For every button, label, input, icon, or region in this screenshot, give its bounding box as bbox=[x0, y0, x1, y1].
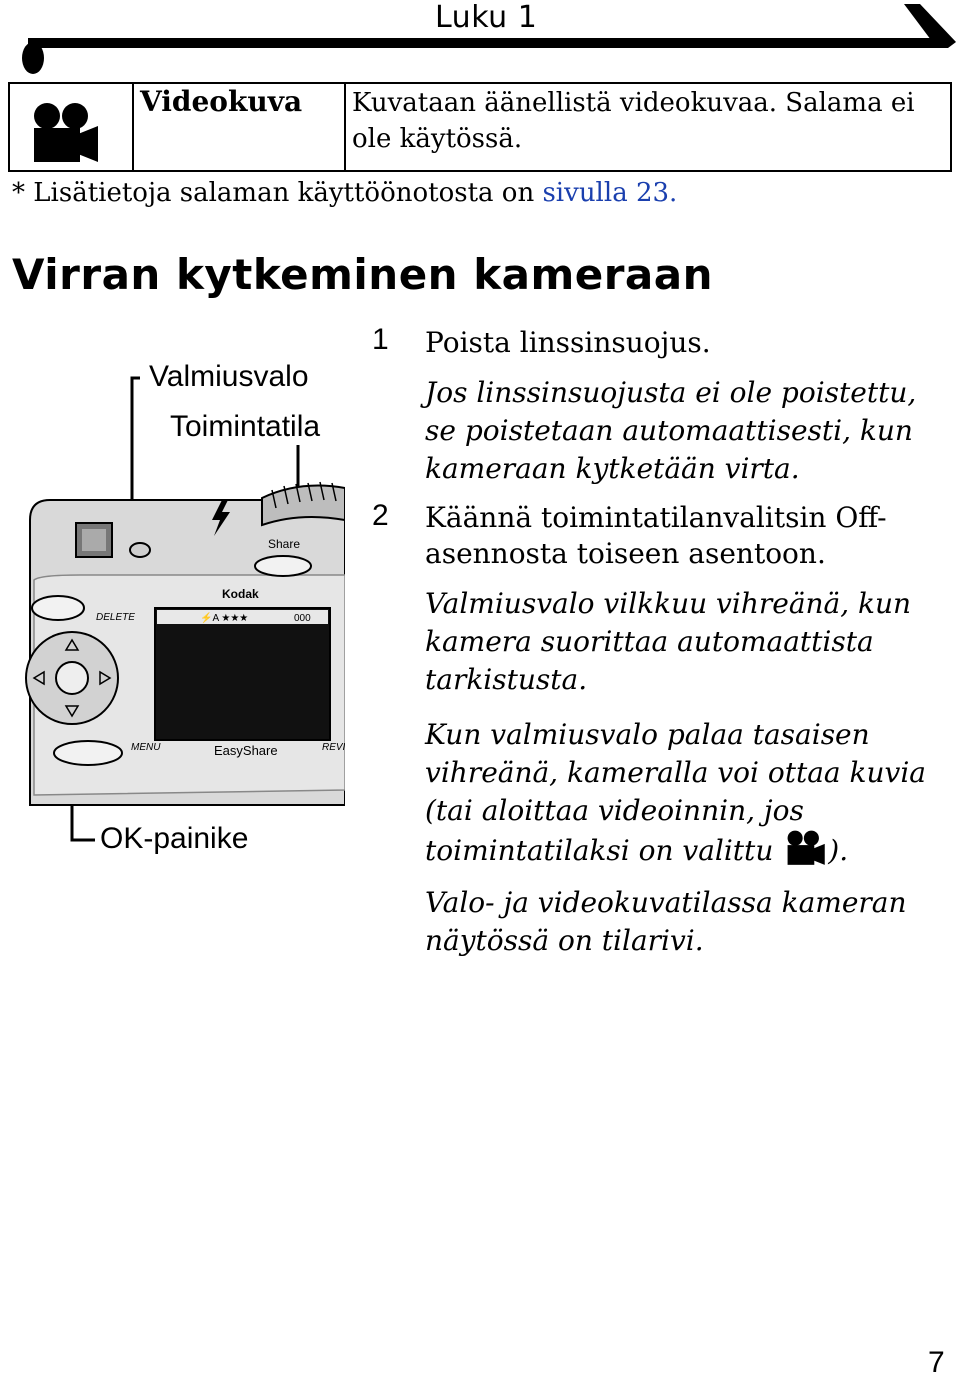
share-button[interactable] bbox=[255, 556, 311, 576]
table-divider bbox=[132, 84, 134, 170]
callout-ready-light: Valmiusvalo bbox=[149, 360, 309, 393]
footnote bbox=[12, 178, 677, 208]
brand-logo: Kodak bbox=[222, 587, 259, 601]
step-number: 1 bbox=[372, 323, 389, 356]
step-note-video bbox=[425, 716, 950, 870]
page-number: 7 bbox=[928, 1346, 945, 1379]
review-label: REVI bbox=[322, 742, 345, 753]
footnote-page-link[interactable]: sivulla 23 bbox=[542, 178, 670, 208]
step-note-text: Kun valmiusvalo palaa tasaisen vihreänä, kameralla voi ottaa kuvia (tai aloittaa videoinnin, jos toimintatilaksi on valittu bbox=[425, 718, 926, 867]
video-camera-icon bbox=[28, 102, 100, 164]
chapter-title: Luku 1 bbox=[435, 0, 538, 35]
step-text: Käännä toimintatilanvalitsin Off-asennosta toiseen asentoon. bbox=[425, 501, 887, 570]
step-number: 2 bbox=[372, 499, 389, 532]
footnote-suffix: . bbox=[669, 178, 678, 208]
mode-name: Videokuva bbox=[140, 85, 303, 118]
delete-label: DELETE bbox=[96, 612, 135, 623]
lcd-counter: 000 bbox=[294, 613, 311, 624]
section-title: Virran kytkeminen kameraan bbox=[12, 250, 714, 299]
share-label: Share bbox=[268, 537, 301, 551]
video-camera-icon bbox=[782, 830, 828, 866]
header-rule-cap bbox=[22, 42, 44, 74]
callout-mode-dial: Toimintatila bbox=[170, 410, 321, 443]
viewfinder-glass bbox=[82, 529, 106, 551]
lcd-screen bbox=[155, 608, 330, 740]
menu-button[interactable] bbox=[54, 741, 122, 765]
footnote-text: * Lisätietoja salaman käyttöönotosta on bbox=[12, 178, 543, 208]
header-rule bbox=[28, 38, 933, 48]
step-text: Poista linssinsuojus. bbox=[425, 326, 711, 359]
step-note: Jos linssinsuojusta ei ole poistettu, se poistetaan automaattisesti, kun kameraan kytketään virta. bbox=[425, 376, 917, 485]
header-arrow-icon bbox=[900, 2, 958, 48]
ready-light-leader bbox=[132, 378, 140, 515]
step-note: Valmiusvalo vilkkuu vihreänä, kun kamera suorittaa automaattista tarkistusta. bbox=[425, 587, 912, 696]
callout-ok-button: OK-painike bbox=[100, 822, 249, 855]
step-note: Valo- ja videokuvatilassa kameran näytössä on tilarivi. bbox=[425, 886, 907, 957]
mode-description: Kuvataan äänellistä videokuvaa. Salama ei ole käytössä. bbox=[352, 88, 915, 154]
table-divider bbox=[344, 84, 346, 170]
ready-light bbox=[130, 543, 150, 557]
lcd-status-icons: ⚡A ★★★ bbox=[200, 613, 249, 624]
menu-label: MENU bbox=[131, 742, 161, 753]
step-note-suffix: ). bbox=[828, 834, 849, 867]
easyshare-label: EasyShare bbox=[214, 743, 278, 758]
delete-button[interactable] bbox=[32, 596, 84, 620]
ok-button[interactable] bbox=[56, 662, 88, 694]
